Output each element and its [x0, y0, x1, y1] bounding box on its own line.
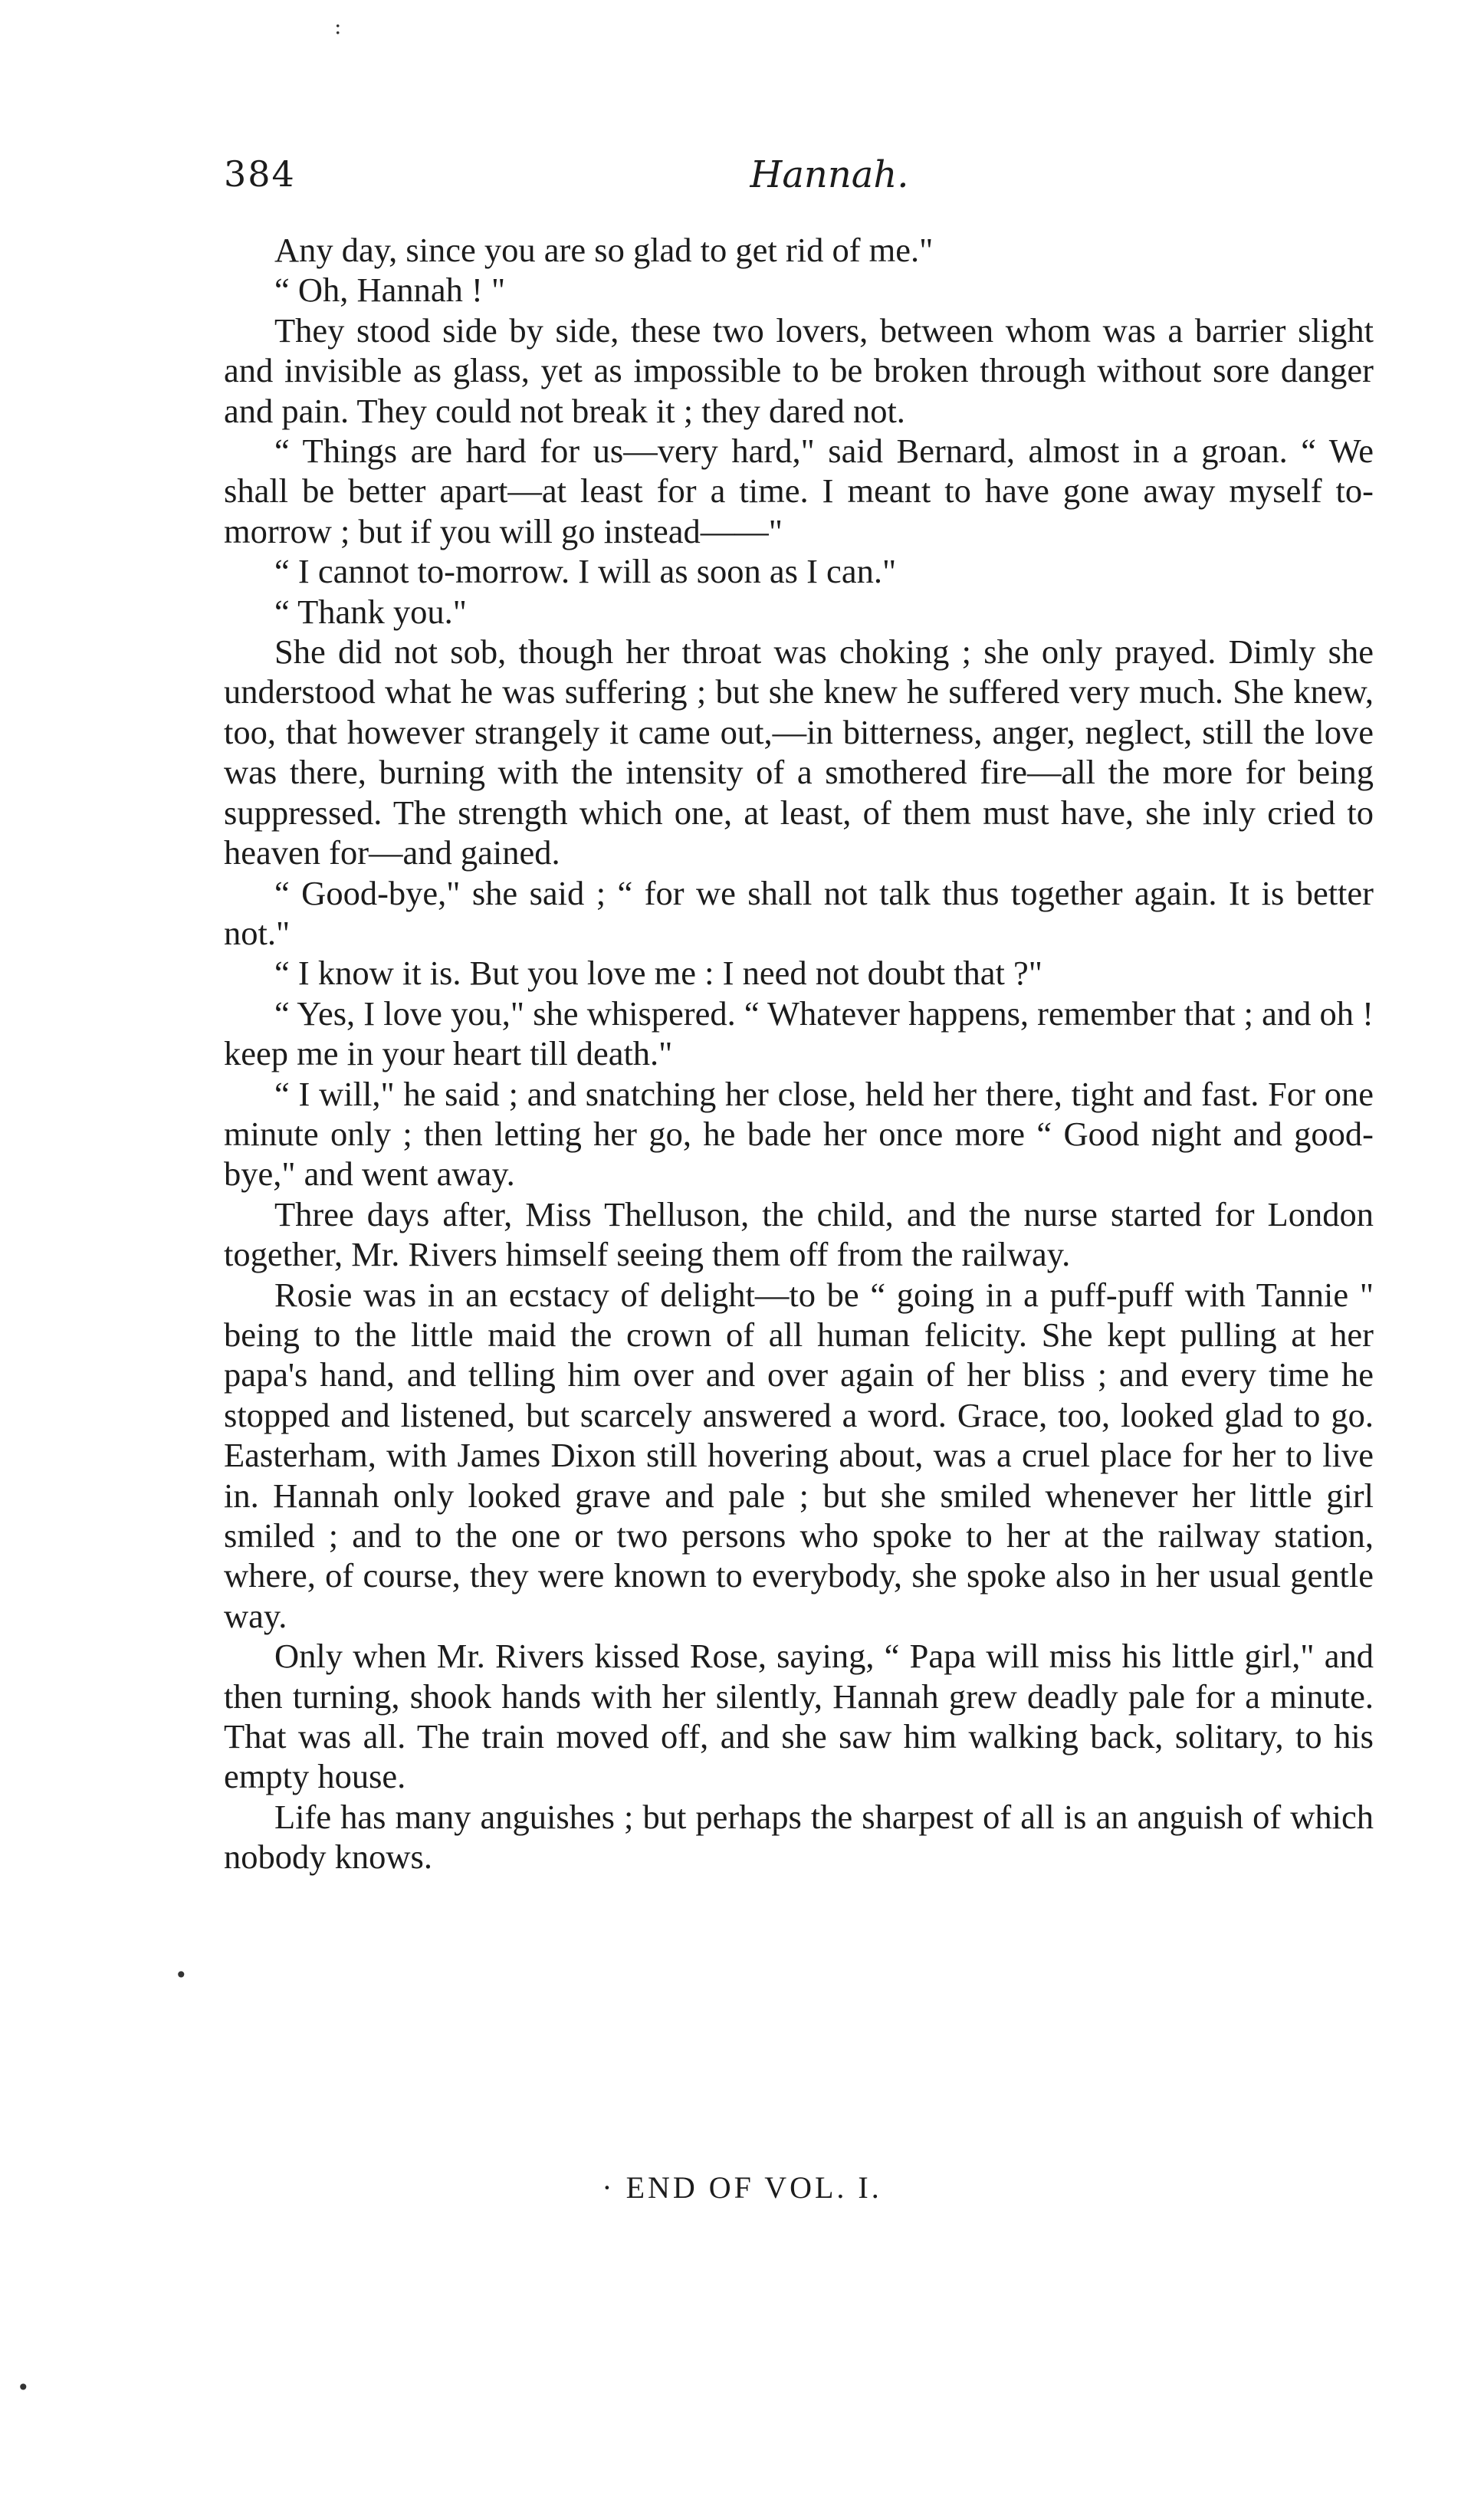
paragraph: Only when Mr. Rivers kissed Rose, saying, “ Papa will miss his little girl," and then turning, shook hands with her silently, Hannah grew deadly pale for a minute. That was all. The train moved off, and she saw him walking back, solitary, to his empty house.: [224, 1637, 1374, 1796]
paragraph: “ Yes, I love you," she whispered. “ Whatever happens, remember that ; and oh ! keep me in your heart till death.": [224, 994, 1374, 1073]
paragraph: “ I know it is. But you love me : I need not doubt that ?": [274, 954, 1042, 993]
paragraph: “ I cannot to-morrow. I will as soon as I can.": [274, 552, 897, 591]
running-title: Hannah.: [750, 153, 909, 196]
margin-mark-top: :: [334, 14, 342, 39]
paragraph: Three days after, Miss Thelluson, the child, and the nurse started for London together, Mr. Rivers himself seeing them off from the railway.: [224, 1194, 1374, 1274]
paragraph: “ Good-bye," she said ; “ for we shall not talk thus together again. It is better not.": [224, 873, 1374, 952]
paragraph: “ Oh, Hannah ! ": [274, 271, 506, 310]
margin-mark-middle: •: [175, 1962, 188, 1988]
margin-mark-bottom: •: [17, 2375, 30, 2400]
paragraph: “ Thank you.": [274, 592, 467, 631]
paragraph: Life has many anguishes ; but perhaps the sharpest of all is an anguish of which nobody knows.: [224, 1797, 1374, 1877]
end-of-volume-note: · END OF VOL. I.: [602, 2170, 882, 2205]
paragraph: She did not sob, though her throat was choking ; she only prayed. Dimly she understood what he was suffering ; but she knew he suffered very much. She knew, too, that however strangely it came out,—in bitterness, anger, neglect, still the love was there, burning with the intensity of a smothered fire—all the more for being suppressed. The strength which one, at least, of them must have, she inly cried to heaven for—and gained.: [224, 632, 1374, 872]
body-text: [224, 230, 1374, 1877]
paragraph: They stood side by side, these two lovers, between whom was a barrier slight and invisible as glass, yet as impossible to be broken through without sore danger and pain. They could not break it ; they dared not.: [224, 310, 1374, 430]
paragraph: Any day, since you are so glad to get rid of me.": [274, 231, 934, 269]
paragraph: “ I will," he said ; and snatching her close, held her there, tight and fast. For one minute only ; then letting her go, he bade her once more “ Good night and good-bye," and went away.: [224, 1074, 1374, 1194]
paragraph: “ Things are hard for us—very hard," said Bernard, almost in a groan. “ We shall be better apart—at least for a time. I meant to have gone away myself to-morrow ; but if you will go instead——": [224, 432, 1374, 550]
page-header: [224, 153, 1374, 199]
page-number: 384: [224, 153, 296, 195]
paragraph: Rosie was in an ecstacy of delight—to be “ going in a puff-puff with Tannie " being to the little maid the crown of all human felicity. She kept pulling at her papa's hand, and telling him over and over again of her bliss ; and every time he stopped and listened, but scarcely answered a word. Grace, too, looked glad to go. Easterham, with James Dixon still hovering about, was a cruel place for her to live in. Hannah only looked grave and pale ; but she smiled whenever her little girl smiled ; and to the one or two persons who spoke to her at the railway station, where, of course, they were known to everybody, she spoke also in her usual gentle way.: [224, 1275, 1374, 1635]
